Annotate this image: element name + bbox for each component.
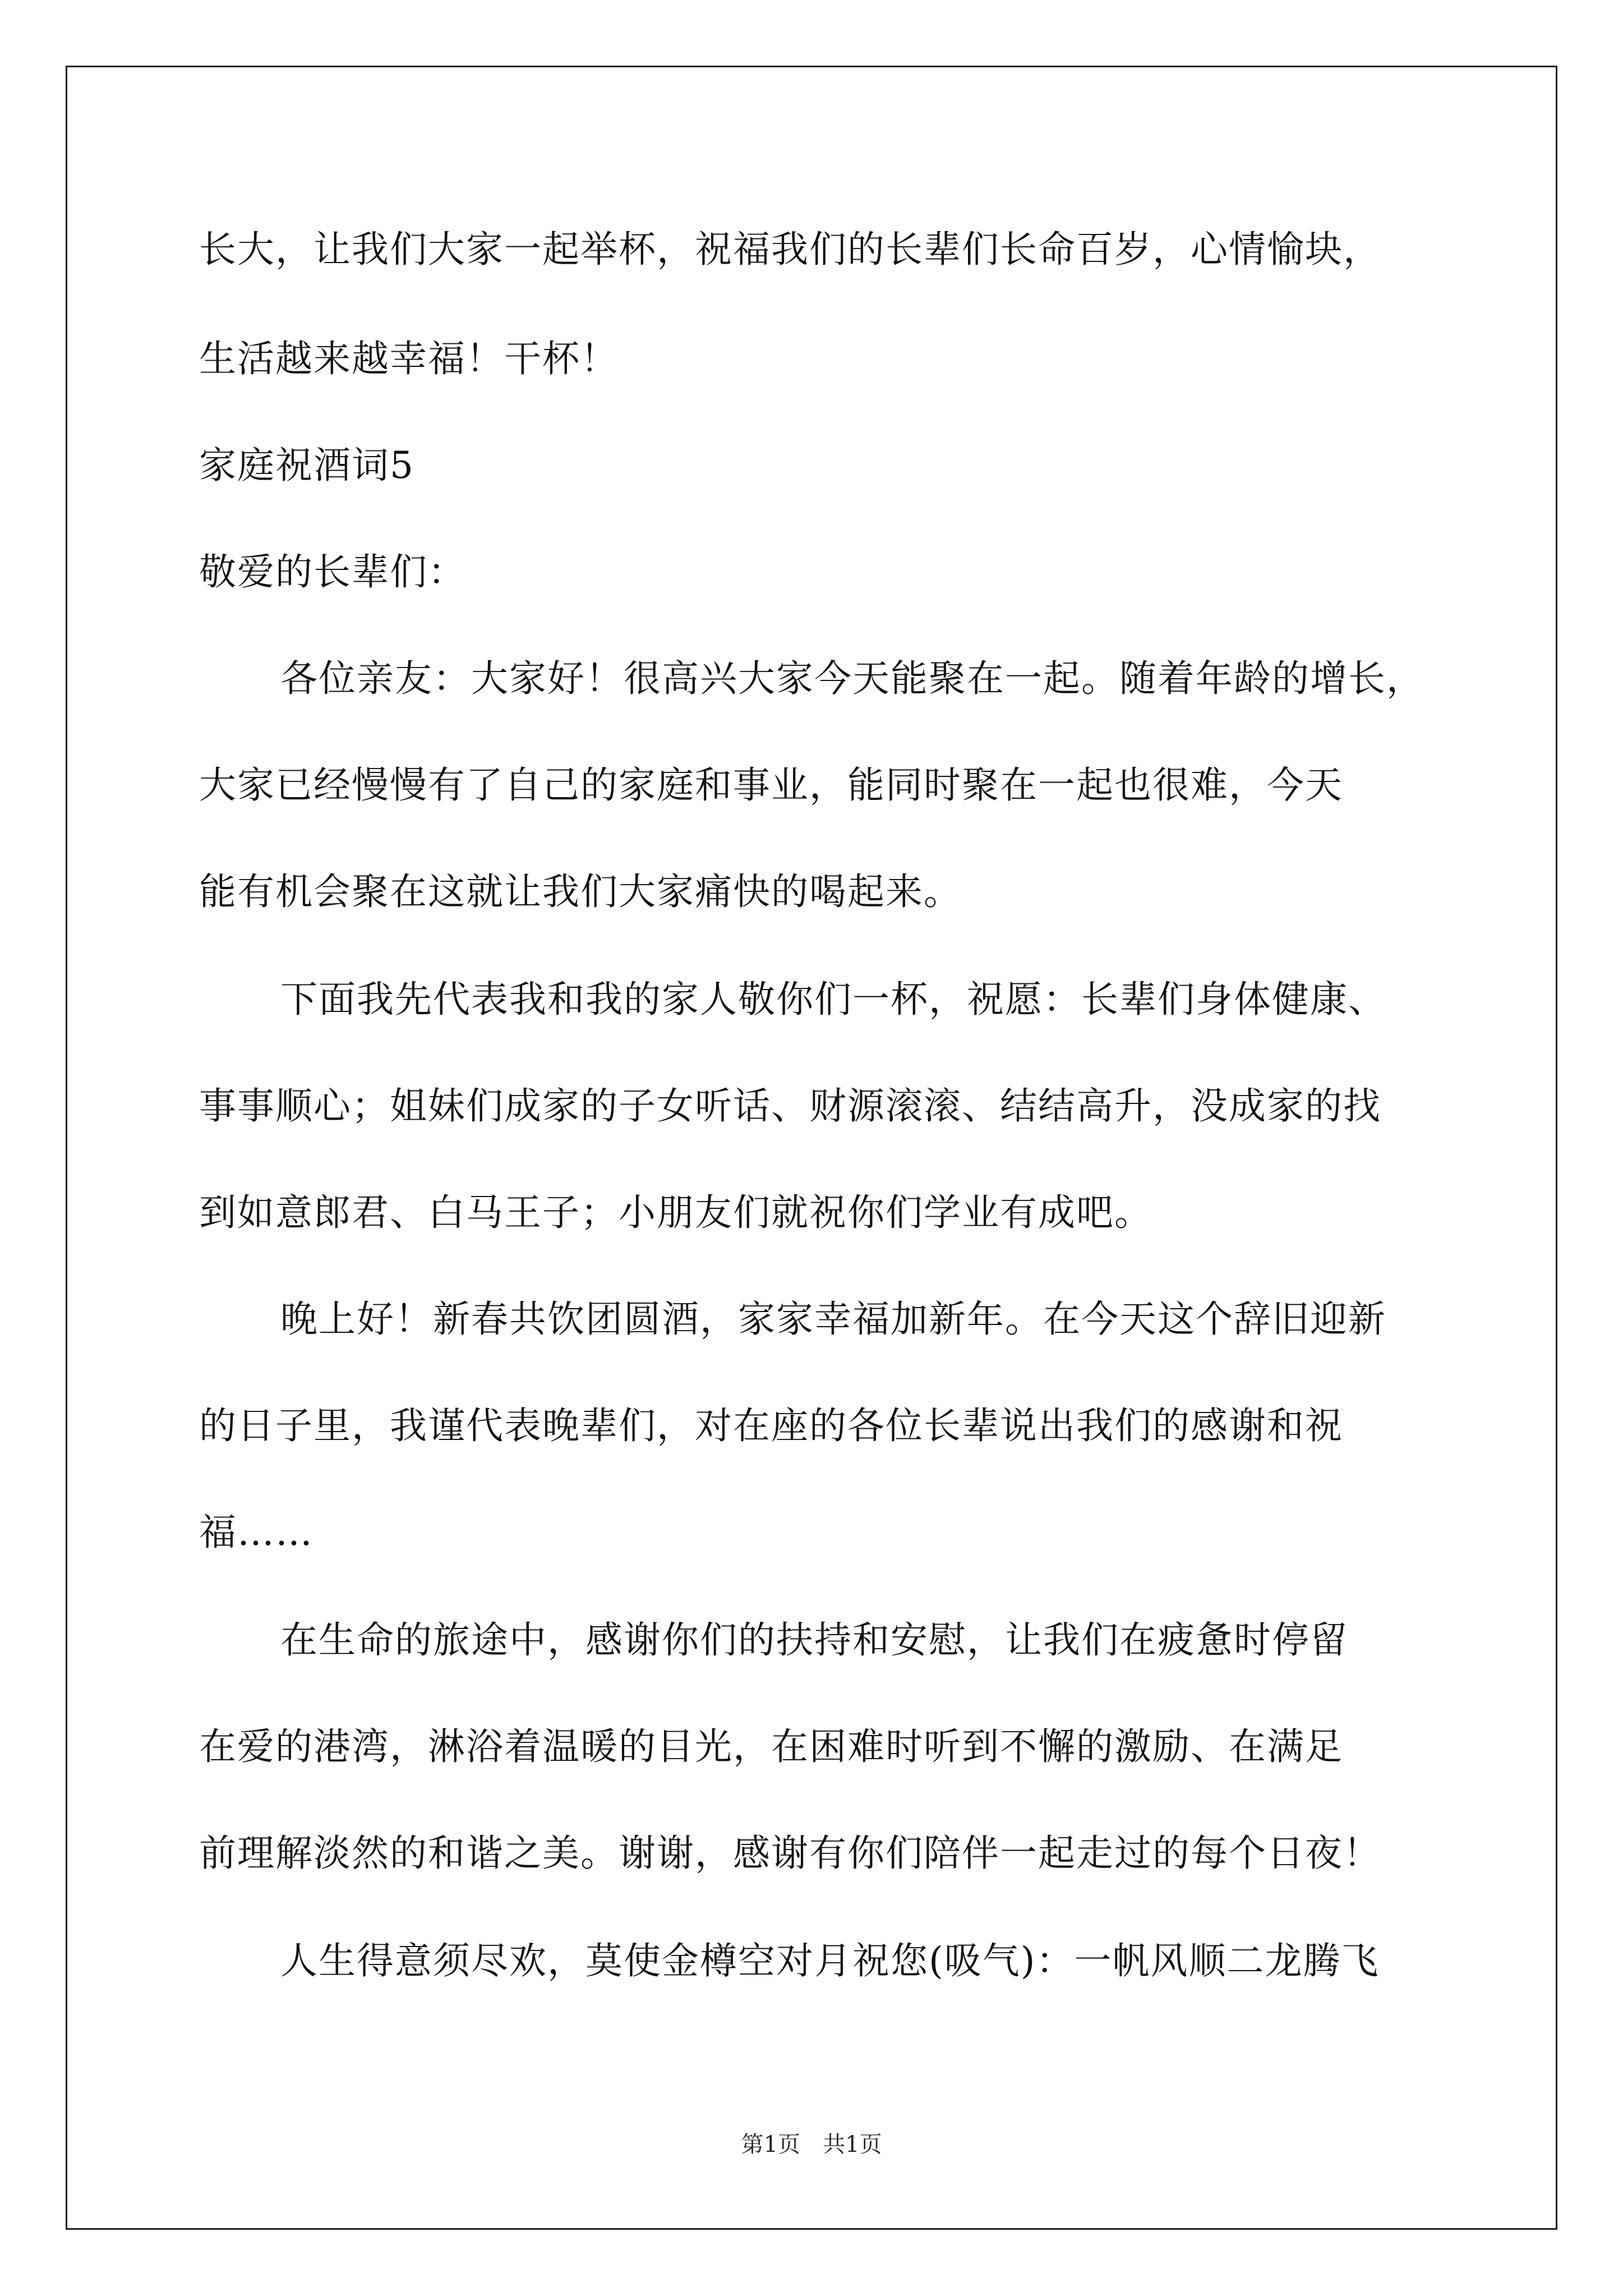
paragraph-line: 在生命的旅途中，感谢你们的扶持和安慰，让我们在疲惫时停留 [280, 1618, 1348, 1662]
paragraph-line: 下面我先代表我和我的家人敬你们一杯，祝愿：长辈们身体健康、 [280, 978, 1386, 1021]
page-border [66, 66, 1557, 2230]
paragraph-line: 人生得意须尽欢，莫使金樽空对月祝您(吸气)：一帆风顺二龙腾飞 [280, 1939, 1380, 1982]
paragraph-line: 福…… [199, 1511, 313, 1554]
paragraph-line: 的日子里，我谨代表晚辈们，对在座的各位长辈说出我们的感谢和祝 [199, 1404, 1343, 1447]
page-number-footer: 第1页 共1页 [741, 2132, 882, 2157]
paragraph-line: 大家已经慢慢有了自己的家庭和事业，能同时聚在一起也很难，今天 [199, 763, 1343, 807]
paragraph-line: 各位亲友：大家好！很高兴大家今天能聚在一起。随着年龄的增长， [280, 657, 1424, 700]
paragraph-line: 能有机会聚在这就让我们大家痛快的喝起来。 [199, 870, 962, 913]
paragraph-line: 事事顺心；姐妹们成家的子女听话、财源滚滚、结结高升，没成家的找 [199, 1084, 1381, 1128]
salutation: 敬爱的长辈们： [199, 550, 466, 593]
text-line: 生活越来越幸福！干杯！ [199, 337, 619, 380]
paragraph-line: 到如意郎君、白马王子；小朋友们就祝你们学业有成吧。 [199, 1191, 1152, 1234]
paragraph-line: 在爱的港湾，淋浴着温暖的目光，在困难时听到不懈的激励、在满足 [199, 1725, 1343, 1768]
section-title: 家庭祝酒词5 [199, 444, 414, 487]
text-line: 长大，让我们大家一起举杯，祝福我们的长辈们长命百岁，心情愉块， [199, 228, 1381, 271]
paragraph-line: 晚上好！新春共饮团圆酒，家家幸福加新年。在今天这个辞旧迎新 [280, 1297, 1386, 1341]
paragraph-line: 前理解淡然的和谐之美。谢谢，感谢有你们陪伴一起走过的每个日夜！ [199, 1832, 1381, 1875]
